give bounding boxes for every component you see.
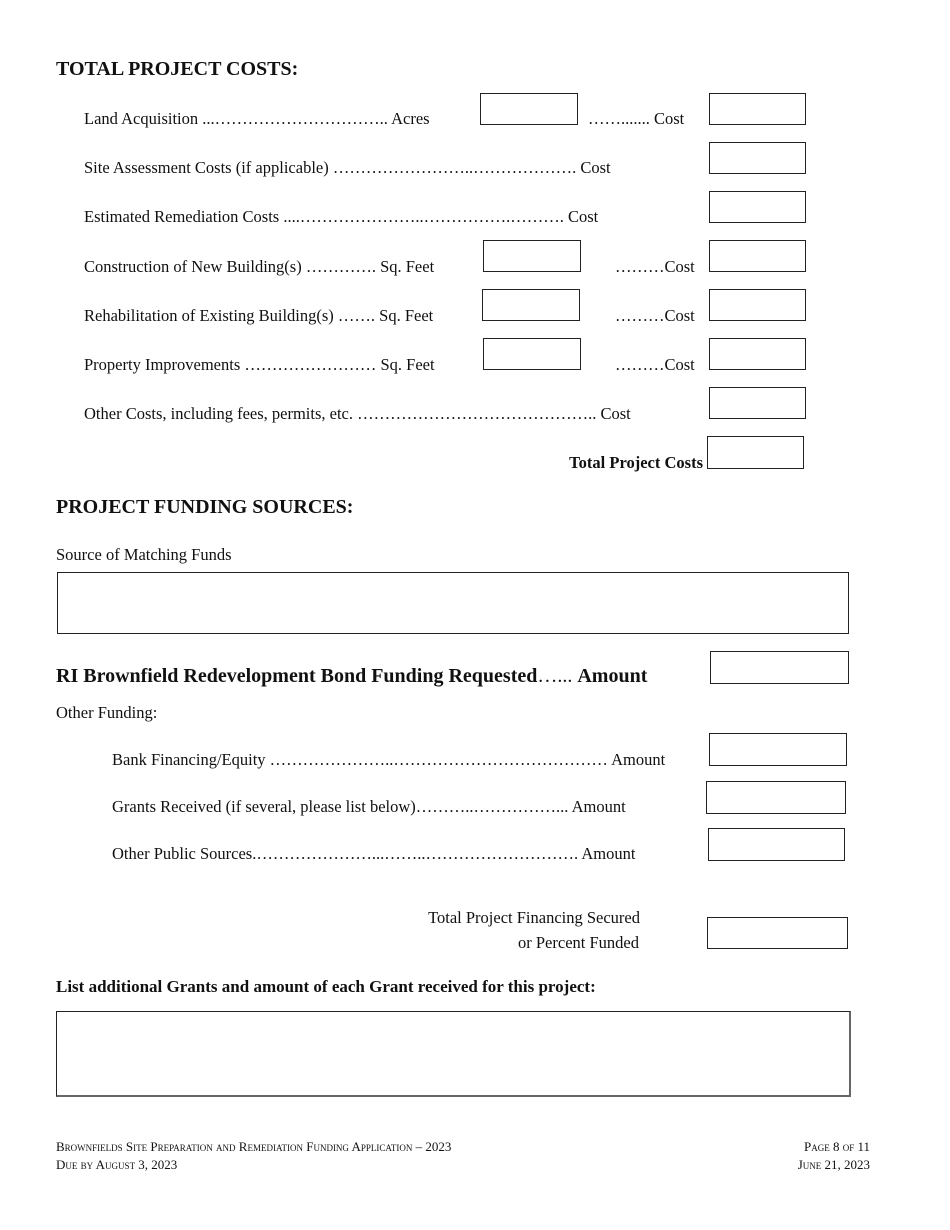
- other-costs-label: Other Costs, including fees, permits, etc. …………………………………….. Cost: [84, 404, 631, 423]
- rehabilitation-label: Rehabilitation of Existing Building(s) ……. Sq. Feet: [84, 306, 434, 325]
- additional-grants-textarea[interactable]: [56, 1011, 851, 1097]
- footer-revision-date: June 21, 2023: [797, 1157, 870, 1172]
- land-cost-label: ……....... Cost: [588, 109, 685, 128]
- other-costs-input[interactable]: [709, 387, 806, 419]
- property-improvements-cost-input[interactable]: [709, 338, 806, 370]
- grants-received-input[interactable]: [706, 781, 846, 814]
- bond-funding-dots: …...: [537, 665, 573, 687]
- remediation-cost-input[interactable]: [709, 191, 806, 223]
- rehabilitation-cost-input[interactable]: [709, 289, 806, 321]
- financing-secured-label: Total Project Financing Secured: [428, 908, 640, 927]
- construction-cost-label: ………Cost: [615, 257, 695, 276]
- other-public-sources-input[interactable]: [708, 828, 845, 861]
- bank-financing-input[interactable]: [709, 733, 847, 766]
- percent-funded-label: or Percent Funded: [518, 933, 639, 952]
- total-project-costs-input[interactable]: [707, 436, 804, 469]
- bond-funding-title: RI Brownfield Redevelopment Bond Funding Requested: [56, 665, 538, 687]
- financing-secured-input[interactable]: [707, 917, 848, 949]
- rehabilitation-cost-label: ………Cost: [615, 306, 695, 325]
- bond-funding-row: [56, 665, 647, 688]
- matching-funds-label: Source of Matching Funds: [56, 545, 232, 564]
- remediation-label: Estimated Remediation Costs ....…………………..…………….………. Cost: [84, 207, 599, 226]
- total-project-costs-label: Total Project Costs: [569, 453, 703, 472]
- other-funding-label: Other Funding:: [56, 703, 158, 722]
- land-acquisition-label: Land Acquisition ...………………………….. Acres: [84, 109, 430, 128]
- site-assessment-cost-input[interactable]: [709, 142, 806, 174]
- bond-funding-amount-label: Amount: [577, 665, 648, 687]
- property-improvements-sqft-input[interactable]: [483, 338, 581, 370]
- total-project-costs-heading: TOTAL PROJECT COSTS:: [56, 58, 299, 80]
- property-improvements-label: Property Improvements …………………… Sq. Feet: [84, 355, 435, 374]
- grants-received-label: Grants Received (if several, please list below)………..……………... Amount: [112, 797, 626, 816]
- other-public-sources-label: Other Public Sources.…………………...……..………………………. Amount: [112, 844, 636, 863]
- property-improvements-cost-label: ………Cost: [615, 355, 695, 374]
- bond-funding-amount-input[interactable]: [710, 651, 849, 684]
- site-assessment-label: Site Assessment Costs (if applicable) ……………………..………………. Cost: [84, 158, 611, 177]
- bank-financing-label: Bank Financing/Equity …………………..………………………………… Amount: [112, 750, 666, 769]
- footer-due-date: Due by August 3, 2023: [56, 1157, 178, 1172]
- construction-cost-input[interactable]: [709, 240, 806, 272]
- project-funding-sources-heading: PROJECT FUNDING SOURCES:: [56, 496, 354, 518]
- construction-label: Construction of New Building(s) …………. Sq. Feet: [84, 257, 435, 276]
- footer-page-number: Page 8 of 11: [804, 1139, 870, 1154]
- footer-application-title: Brownfields Site Preparation and Remediation Funding Application – 2023: [56, 1139, 452, 1154]
- land-acres-input[interactable]: [480, 93, 578, 125]
- construction-sqft-input[interactable]: [483, 240, 581, 272]
- additional-grants-label: List additional Grants and amount of each Grant received for this project:: [56, 977, 596, 996]
- rehabilitation-sqft-input[interactable]: [482, 289, 580, 321]
- matching-funds-textarea[interactable]: [57, 572, 849, 634]
- land-cost-input[interactable]: [709, 93, 806, 125]
